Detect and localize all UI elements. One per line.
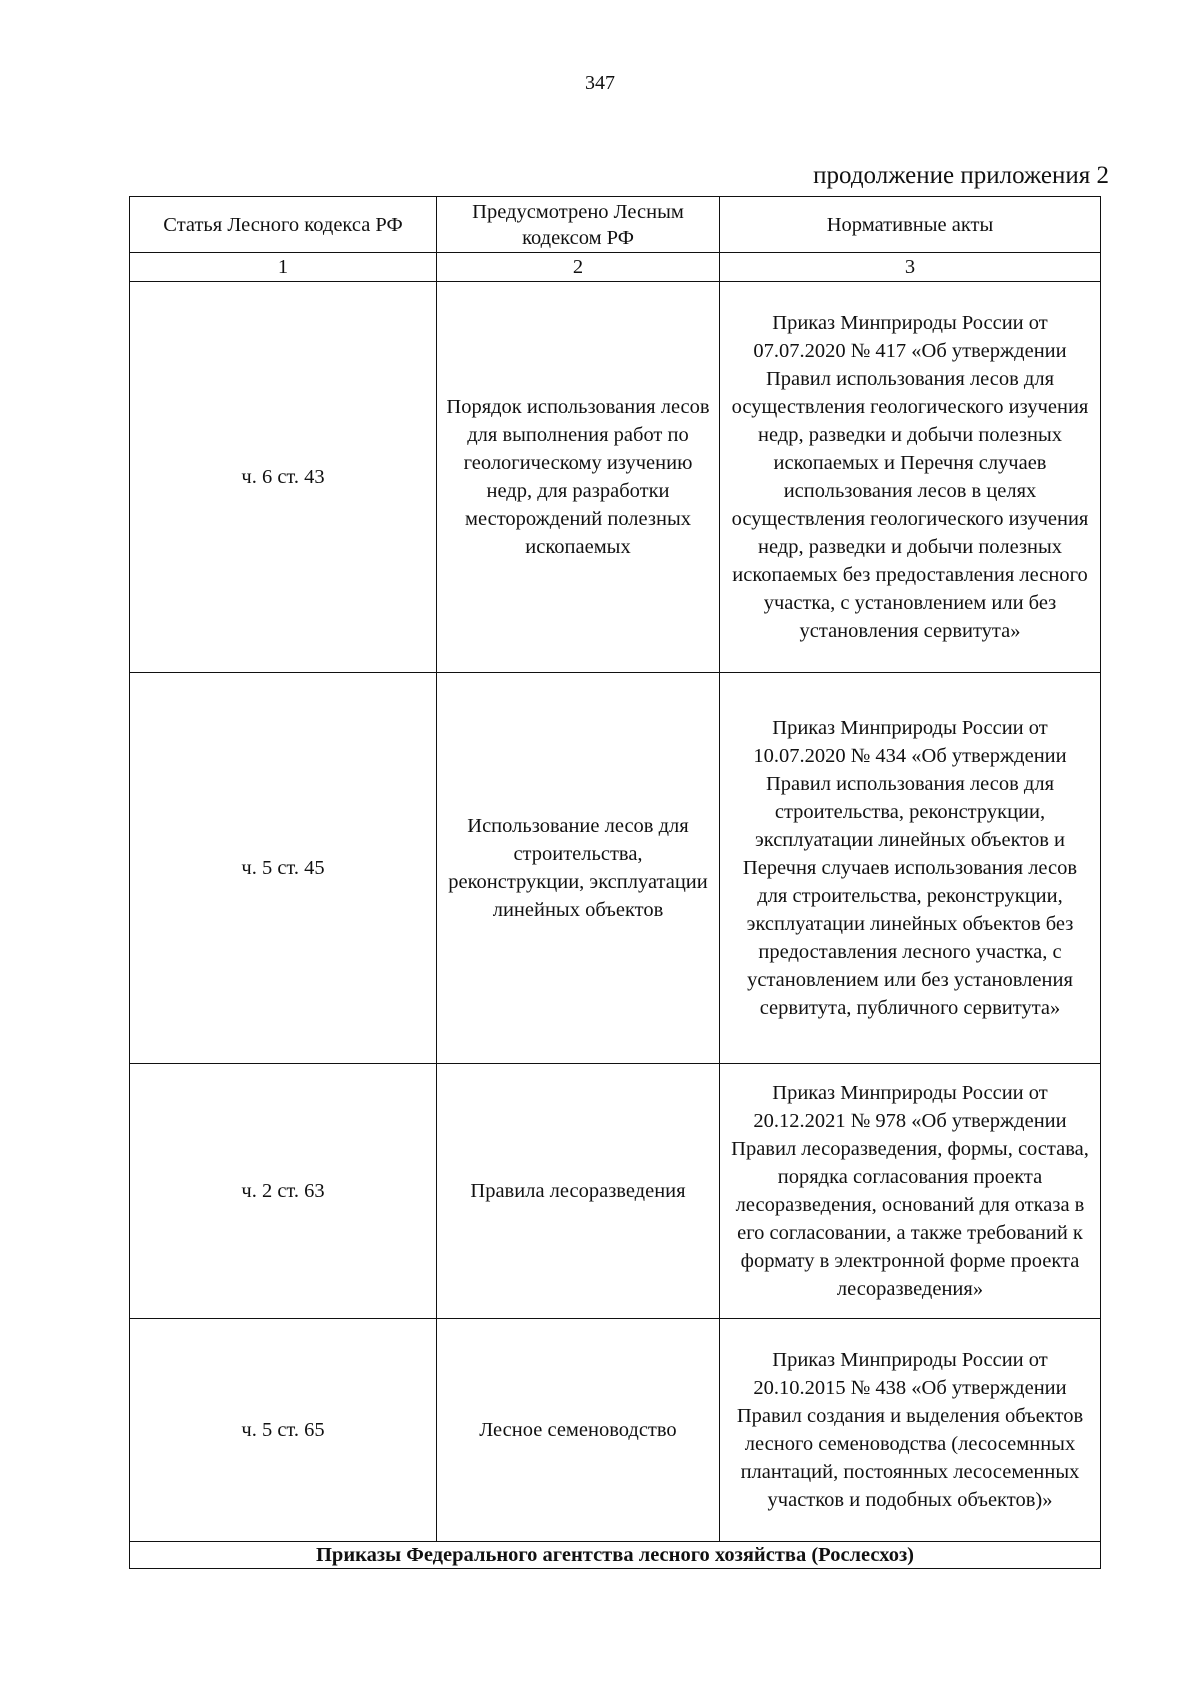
column-number: 3	[720, 253, 1101, 282]
table-header-row	[130, 197, 1101, 253]
section-footer-row	[130, 1542, 1101, 1569]
provision-cell: Порядок использования лесов для выполнения работ по геологическому изучению недр, для разработки месторождений полезных ископаемых	[437, 282, 720, 673]
column-number: 2	[437, 253, 720, 282]
page-number: 347	[585, 72, 615, 94]
header-provision: Предусмотрено Лесным кодексом РФ	[437, 197, 720, 253]
section-footer: Приказы Федерального агентства лесного хозяйства (Рослесхоз)	[130, 1542, 1101, 1569]
article-cell: ч. 5 ст. 45	[130, 673, 437, 1064]
act-cell: Приказ Минприроды России от 20.12.2021 № 978 «Об утверждении Правил лесоразведения, формы, состава, порядка согласования проекта лесоразведения, оснований для отказа в его согласовании, а также требований к формату в электронной форме проекта лесоразведения»	[720, 1064, 1101, 1319]
article-cell: ч. 6 ст. 43	[130, 282, 437, 673]
continuation-label: продолжение приложения 2	[813, 162, 1109, 189]
table-row	[130, 282, 1101, 673]
table-row	[130, 1319, 1101, 1542]
act-cell: Приказ Минприроды России от 20.10.2015 № 438 «Об утверждении Правил создания и выделения объектов лесного семеноводства (лесосемнных плантаций, постоянных лесосеменных участков и подобных объектов)»	[720, 1319, 1101, 1542]
provision-cell: Лесное семеноводство	[437, 1319, 720, 1542]
header-article: Статья Лесного кодекса РФ	[130, 197, 437, 253]
provision-cell: Использование лесов для строительства, реконструкции, эксплуатации линейных объектов	[437, 673, 720, 1064]
header-acts: Нормативные акты	[720, 197, 1101, 253]
act-cell: Приказ Минприроды России от 10.07.2020 № 434 «Об утверждении Правил использования лесов для строительства, реконструкции, эксплуатации линейных объектов и Перечня случаев использования лесов для строительства, реконструкции, эксплуатации линейных объектов без предоставления лесного участка, с установлением или без установления сервитута, публичного сервитута»	[720, 673, 1101, 1064]
table-row	[130, 1064, 1101, 1319]
article-cell: ч. 5 ст. 65	[130, 1319, 437, 1542]
column-number: 1	[130, 253, 437, 282]
article-cell: ч. 2 ст. 63	[130, 1064, 437, 1319]
table-row	[130, 673, 1101, 1064]
provision-cell: Правила лесоразведения	[437, 1064, 720, 1319]
act-cell: Приказ Минприроды России от 07.07.2020 № 417 «Об утверждении Правил использования лесов для осуществления геологического изучения недр, разведки и добычи полезных ископаемых и Перечня случаев использования лесов в целях осуществления геологического изучения недр, разведки и добычи полезных ископаемых без предоставления лесного участка, с установлением или без установления сервитута»	[720, 282, 1101, 673]
regulations-table	[129, 196, 1101, 1569]
column-number-row	[130, 253, 1101, 282]
